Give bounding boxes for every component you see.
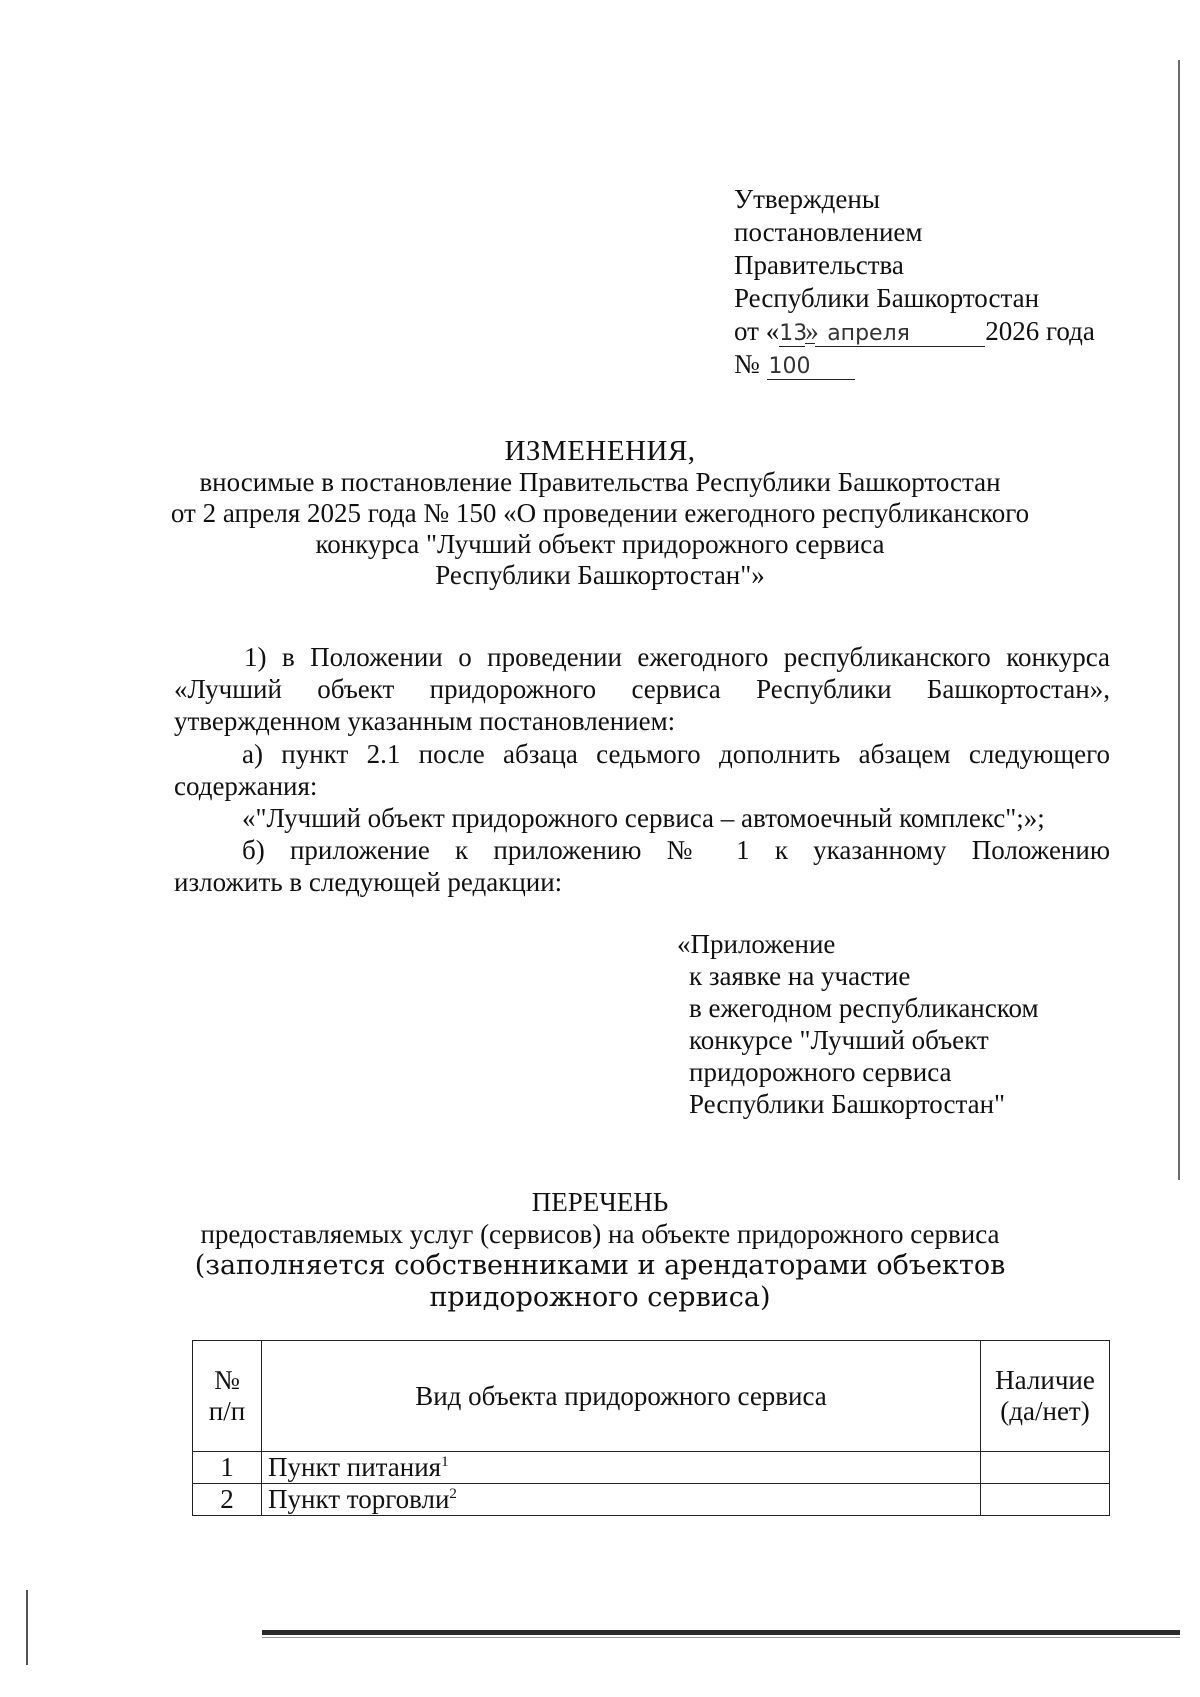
appendix-line: конкурсе "Лучший объект xyxy=(689,1025,989,1055)
approval-date-day: 13 xyxy=(779,321,808,346)
text-line: содержания: xyxy=(174,771,318,801)
scan-edge-bottom xyxy=(262,1630,1180,1635)
services-table xyxy=(192,1340,1110,1516)
title-heading: ИЗМЕНЕНИЯ, xyxy=(504,435,696,467)
row-num: 2 xyxy=(193,1484,262,1516)
footnote-mark: 2 xyxy=(449,1486,457,1502)
appendix-line: Республики Башкортостан" xyxy=(689,1089,1006,1119)
approval-number: № 100 xyxy=(734,348,1095,381)
row-num: 1 xyxy=(193,1452,262,1484)
title-line: Республики Башкортостан"» xyxy=(435,560,765,590)
title-line: конкурса "Лучший объект придорожного сервиса xyxy=(315,529,885,559)
approval-date-month: апреля xyxy=(815,322,985,347)
approval-date: от «13» апреля 2026 года xyxy=(734,316,1095,346)
approval-line: Республики Башкортостан xyxy=(734,283,1040,313)
approval-line: постановлением xyxy=(734,217,923,247)
table-row xyxy=(193,1484,1110,1516)
appendix-line: «Приложение xyxy=(677,929,836,959)
table-header-row xyxy=(193,1341,1110,1452)
appendix-line: к заявке на участие xyxy=(689,961,911,991)
row-name: Пункт питания$^1$ xyxy=(262,1452,981,1484)
list-heading: ПЕРЕЧЕНЬ xyxy=(531,1187,669,1217)
list-subtitle: (заполняется собственниками и арендаторами объектов xyxy=(194,1250,1006,1281)
appendix-line: придорожного сервиса xyxy=(689,1057,952,1087)
appendix-line: в ежегодном республиканском xyxy=(689,993,1039,1023)
approval-number-value: 100 xyxy=(767,355,855,380)
list-title xyxy=(0,1186,1200,1314)
paragraph-b xyxy=(174,834,1110,898)
approval-line: Утверждены xyxy=(734,184,880,214)
list-subtitle: придорожного сервиса) xyxy=(429,1282,771,1313)
list-subtitle: предоставляемых услуг (сервисов) на объекте придорожного сервиса xyxy=(200,1219,1000,1249)
header-num: № п/п xyxy=(193,1341,262,1452)
row-availability[interactable] xyxy=(981,1484,1110,1516)
text-line: 1) в Положении о проведении ежегодного республиканского конкурса xyxy=(244,642,1110,672)
text-line: изложить в следующей редакции: xyxy=(174,867,563,897)
paragraph-1 xyxy=(174,641,1110,737)
approval-line: Правительства xyxy=(734,250,904,280)
row-name: Пункт торговли$^2$ xyxy=(262,1484,981,1516)
paragraph-a xyxy=(174,738,1110,834)
text-line: а) пункт 2.1 после абзаца седьмого дополнить абзацем следующего xyxy=(242,739,1110,769)
text-line: «Лучший объект придорожного сервиса Республики Башкортостан», xyxy=(174,674,1110,704)
text-line: «"Лучший объект придорожного сервиса – автомоечный комплекс";»; xyxy=(242,803,1045,833)
text-line: б) приложение к приложению № 1 к указанному Положению xyxy=(242,835,1110,865)
approval-block xyxy=(734,183,1095,381)
text-line: утвержденном указанным постановлением: xyxy=(174,706,676,736)
approval-date-year: 2026 года xyxy=(985,316,1095,346)
scan-edge-left xyxy=(26,1590,28,1665)
scan-edge-bottom-thin xyxy=(262,1637,1180,1638)
table-row xyxy=(193,1452,1110,1484)
title-line: от 2 апреля 2025 года № 150 «О проведении ежегодного республиканского xyxy=(170,498,1030,528)
footnote-mark: 1 xyxy=(441,1454,449,1470)
header-availability: Наличие (да/нет) xyxy=(981,1341,1110,1452)
scan-edge-right xyxy=(1178,60,1180,1180)
title-line: вносимые в постановление Правительства Республики Башкортостан xyxy=(199,467,1001,497)
row-availability[interactable] xyxy=(981,1452,1110,1484)
document-title xyxy=(0,436,1200,591)
header-type: Вид объекта придорожного сервиса xyxy=(262,1341,981,1452)
appendix-reference xyxy=(677,928,1039,1120)
